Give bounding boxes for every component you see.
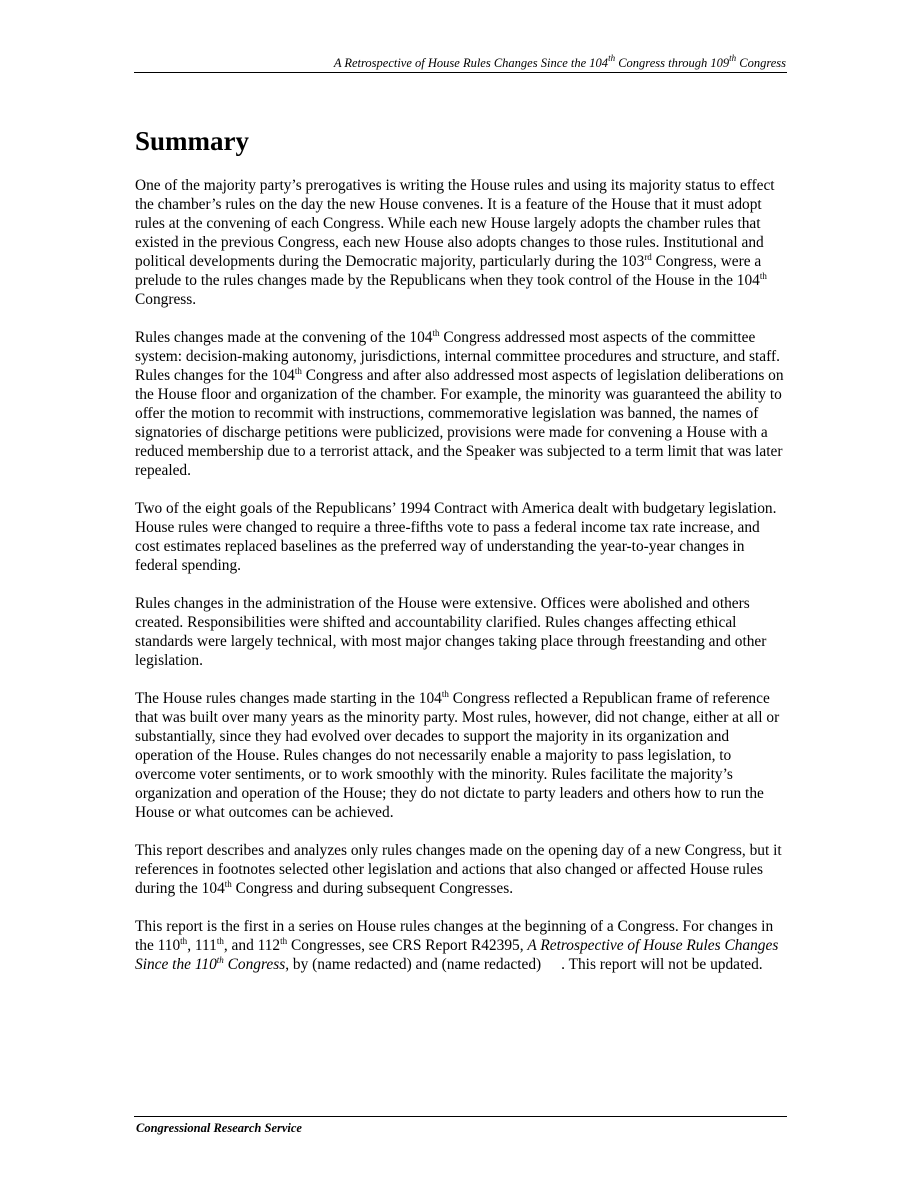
paragraph-7-sup-1: th [180,936,188,946]
running-header [134,55,786,71]
running-header-part-2: Congress through 109 [615,56,730,70]
paragraph-7-text-f: . This report will not be updated. [561,956,763,973]
footer-divider [134,1116,787,1117]
paragraph-1 [135,176,787,309]
paragraph-1-sup-1: rd [644,252,652,262]
paragraph-7-text-b: , 111 [187,937,217,954]
paragraph-6-text-a: This report describes and analyzes only rules changes made on the opening day of a new Congress, but it references in footnotes selected other legislation and actions that also changed or affected House rules during the 104 [135,842,782,897]
running-header-part-1: A Retrospective of House Rules Changes Since the 104 [333,56,609,70]
paragraph-2-sup-1: th [432,328,440,338]
summary-body [135,176,787,993]
paragraph-4: Rules changes in the administration of the House were extensive. Offices were abolished and others created. Responsibilities were shifted and accountability clarified. Rules changes affecting ethical standards were largely technical, with most major changes taking place through freestanding and other legislation. [135,595,767,669]
paragraph-1-text-c: Congress. [135,291,197,308]
paragraph-7-text-e: , by (name redacted) and (name redacted) [285,956,542,973]
paragraph-7-text-c: , and 112 [223,937,281,954]
paragraph-6-sup-1: th [224,879,232,889]
page-title: Summary [135,126,249,156]
citation-title-part-2: Congress [223,956,286,973]
paragraph-7-sup-3: th [280,936,288,946]
running-header-sup-2: th [729,53,737,63]
paragraph-7-text-a: This report is the first in a series on House rules changes at the beginning of a Congress. For changes in the 110 [135,918,774,954]
paragraph-1-sup-2: th [759,271,767,281]
paragraph-1-text-b: Congress, were a prelude to the rules changes made by the Republicans when they took control of the House in the 104 [135,253,762,289]
paragraph-5 [135,689,787,822]
header-divider [134,72,787,73]
footer-label: Congressional Research Service [136,1121,302,1135]
paragraph-5-sup-1: th [441,689,449,699]
paragraph-3: Two of the eight goals of the Republicans’ 1994 Contract with America dealt with budgetary legislation. House rules were changed to require a three-fifths vote to pass a federal income tax rate increase, and cost estimates replaced baselines as the preferred way of understanding the year-to-year changes in federal spending. [135,500,777,574]
paragraph-2-text-b: Congress addressed most aspects of the committee system: decision-making autonomy, jurisdictions, internal committee procedures and structure, and staff. Rules changes for the 104 [135,329,780,384]
paragraph-2-text-c: Congress and after also addressed most aspects of legislation deliberations on the House floor and organization of the chamber. For example, the minority was guaranteed the ability to offer the motion to recommit with instructions, commemorative legislation was banned, the names of signatories of discharge petitions were publicized, provisions were made for convening a House with a reduced membership due to a terrorist attack, and the Speaker was subjected to a term limit that was later repealed. [135,367,784,479]
paragraph-5-text-a: The House rules changes made starting in the 104 [135,690,442,707]
paragraph-7-sup-2: th [216,936,224,946]
running-header-part-3: Congress [736,56,786,70]
paragraph-7-text-d: Congresses, see CRS Report R42395, [287,937,528,954]
paragraph-2-text-a: Rules changes made at the convening of the 104 [135,329,433,346]
paragraph-5-text-b: Congress reflected a Republican frame of reference that was built over many years as the minority party. Most rules, however, did not change, either at all or substantially, since they had evolved over decades to support the majority in its organization and operation of the House. Rules changes do not necessarily enable a majority to pass legislation, to overcome voter sentiments, or to work smoothly with the minority. Rules facilitate the majority’s organization and operation of the House; they do not dictate to party leaders and others how to run the House or what outcomes can be achieved. [135,690,780,821]
paragraph-2 [135,328,787,480]
paragraph-1-text-a: One of the majority party’s prerogatives is writing the House rules and using its majority status to effect the chamber’s rules on the day the new House convenes. It is a feature of the House that it must adopt rules at the convening of each Congress. While each new House largely adopts the chamber rules that existed in the previous Congress, each new House also adopts changes to those rules. Institutional and political developments during the Democratic majority, particularly during the 103 [135,177,775,270]
citation-title-sup: th [216,955,224,965]
paragraph-2-sup-2: th [294,366,302,376]
paragraph-7 [135,917,787,974]
paragraph-6-text-b: Congress and during subsequent Congresses. [231,880,514,897]
citation-title-part-1: A Retrospective of House Rules Changes Since the 110 [135,937,779,973]
running-header-sup-1: th [608,53,616,63]
paragraph-6 [135,841,787,898]
